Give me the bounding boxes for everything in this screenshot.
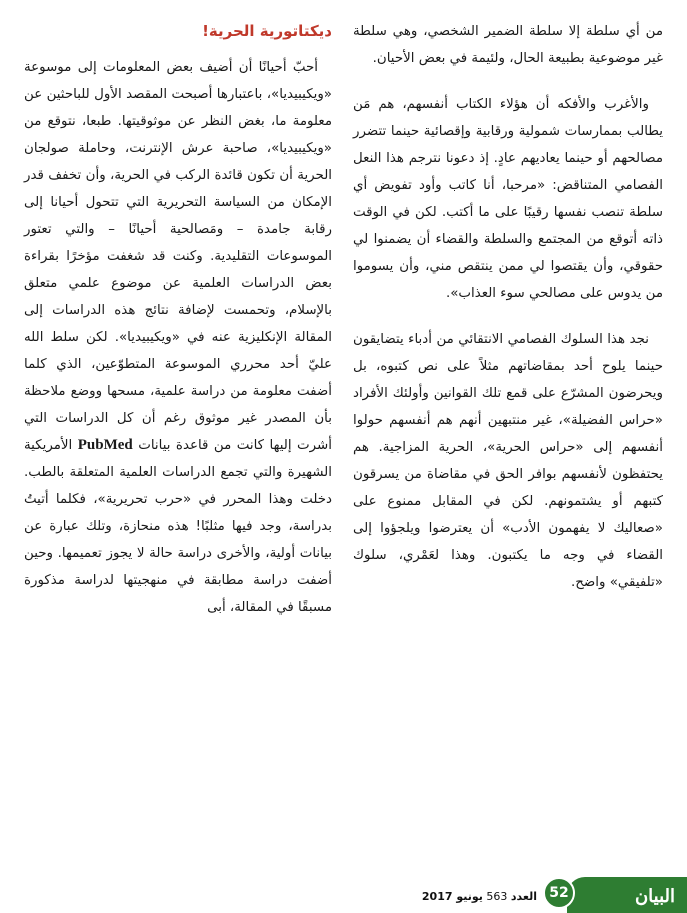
right-column — [353, 18, 663, 615]
issue-label: العدد — [510, 890, 537, 903]
issue-date: يونيو 2017 — [421, 890, 483, 903]
brand-logo: البيان — [634, 886, 675, 907]
left-paragraph-1-text: أحبّ أحيانًا أن أضيف بعض المعلومات إلى موسوعة «ويكيبيديا»، باعتبارها أصبحت المقصد الأول للباحثين عن معلومة ما، بغض النظر عن موثوقيتها. طبعا، نتوقع من «ويكيبيديا»، صاحبة عرش الإنترنت، وحاملة صولجان الحرية أن تكون قائدة الركب في الحرية، وأن تخفف قدر الإمكان من السياسة التحريرية التي تتحول أحيانا إلى رقابة جامدة – ومَصالحية أحيانًا – والتي تعتور الموسوعات التقليدية. وكنت قد شغفت مؤخرًا بقراءة بعض الدراسات العلمية عن موضوع علمي متعلق بالإسلام، وتحمست لإضافة نتائج هذه الدراسات إلى المقالة الإنكليزية عنه في «ويكيبيديا». لكن سلط الله عليّ أحد محرري الموسوعة المتطوّعين، الذي كلما أضفت معلومة من دراسة علمية، مسحها ووضع ملاحظة بأن المصدر غير موثوق رغم أن كل الدراسات التي أشرت إليها كانت من قاعدة بيانات — [24, 60, 332, 453]
left-column — [24, 18, 332, 640]
issue-info — [422, 890, 537, 903]
right-paragraph-3: نجد هذا السلوك الفصامي الانتقائي من أدباء يتضايقون حينما يلوح أحد بمقاضاتهم مثلاً على نص كتبوه، بل ويحرضون المشرّع على قمع تلك القوانين وأولئك الأفراد «حراس الفضيلة»، غير منتبهين أنهم هم أنفسهم حولوا أنفسهم إلى «حراس الحرية»، الحرية المزاجية. هم يحتفظون لأنفسهم بوافر الحق في مقاضاة من يسرقون كتبهم أو يشتمونهم. لكن في المقابل ممنوع على «صعاليك لا يفهمون الأدب» أن يعترضوا ويلجؤوا إلى القضاء في وجه ما يكتبون. وهذا لعَمْري، سلوك «تلفيقي» واضح. — [353, 332, 663, 590]
page-number: 52 — [543, 877, 575, 909]
right-paragraph-1: من أي سلطة إلا سلطة الضمير الشخصي، وهي سلطة غير موضوعية بطبيعة الحال، ولئيمة في بعض الأحيان. — [353, 24, 663, 66]
left-paragraph-1-end: الأمريكية الشهيرة والتي تجمع الدراسات العلمية المتعلقة بالطب. دخلت وهذا المحرر في «حرب تحريرية»، فكلما أتيتُ بدراسة، وجد فيها مثلبًا! هذه منحازة، وتلك عبارة عن بيانات أولية، والأخرى دراسة حالة لا يجوز تعميمها. وحين أضفت دراسة مطابقة في منهجيتها لدراسة مذكورة مسبقًا في المقالة، أبى — [24, 438, 332, 615]
issue-number: 563 — [486, 890, 508, 903]
pubmed-term: PubMed — [77, 437, 133, 453]
section-heading: ديكتاتورية الحرية! — [202, 22, 332, 40]
footer — [0, 877, 687, 913]
right-paragraph-2: والأغرب والأفكه أن هؤلاء الكتاب أنفسهم، هم مَن يطالب بممارسات شمولية ورقابية وإقصائية حينما تتضرر مصالحهم أو حينما يعاديهم عادٍ. إذ دعونا نترجم هذا النعل الفصامي المتناقض: «مرحبا، أنا كاتب وأود تفويض أي سلطة تنصب نفسها رقيبًا على ما أكتب. لكن في الوقت ذاته أتوقع من المجتمع والسلطة والقضاء أن يضمنوا لي حقوقي، وأن يقتصوا لي ممن ينتقص مني، وأن يسوموا من يدوس على مصالحي سوء العذاب». — [353, 97, 663, 301]
left-paragraph-1 — [24, 54, 332, 621]
